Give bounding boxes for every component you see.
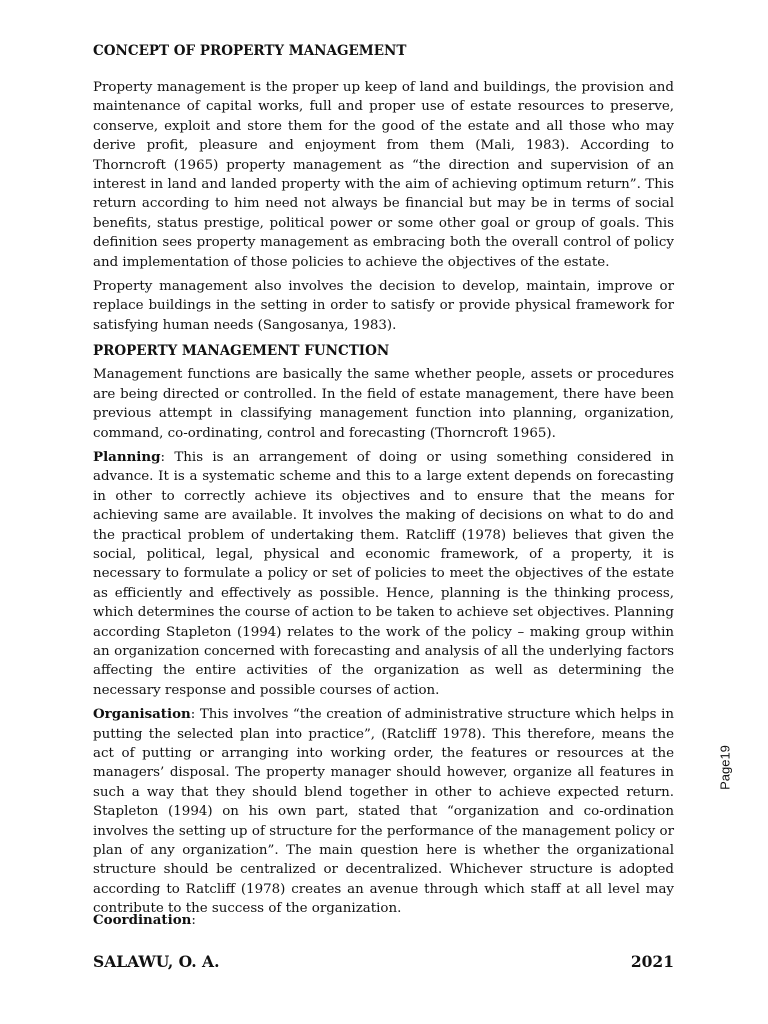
coordination-heading xyxy=(93,910,196,931)
planning-text: : This is an arrangement of doing or using something considered in advance. It is a systematic scheme and this to a large extent depends on forecasting in other to correctly achieve its objectives and to ensure that the means for achieving same are available. It involves the making of decisions on what to do and the practical problem of undertaking them. Ratcliff (1978) believes that given the social, political, legal, physical and economic framework, of a property, it is necessary to formulate a policy or set of policies to meet the objectives of the estate as efficiently and effectively as possible. Hence, planning is the thinking process, which determines the course of action to be taken to achieve set objectives. Planning according Stapleton (1994) relates to the work of the policy – making group within an organization concerned with forecasting and analysis of all the underlying factors affecting the entire activities of the organization as well as determining the necessary response and possible courses of action. xyxy=(93,449,674,698)
organisation-text: : This involves “the creation of administrative structure which helps in putting the selected plan into practice”, (Ratcliff 1978). This therefore, means the act of putting or arranging into working order, the features or resources at the managers’ disposal. The property manager should however, organize all features in such a way that they should blend together in other to achieve expected return. Stapleton (1994) on his own part, stated that “organization and co-ordination involves the setting up of structure for the performance of the management policy or plan of any organization”. The main question here is whether the organizational structure should be centralized or decentralized. Whichever structure is adopted according to Ratcliff (1978) creates an avenue through which staff at all level may contribute to the success of the organization. xyxy=(93,707,674,917)
page-footer xyxy=(93,951,674,973)
intro-paragraph-2: Property management also involves the decision to develop, maintain, improve or replace buildings in the setting in order to satisfy or provide physical framework for satisfying human needs (Sangosanya, 1983). xyxy=(93,279,674,333)
planning-paragraph xyxy=(93,448,674,700)
intro-paragraph-1: Property management is the proper up keep of land and buildings, the provision and maintenance of capital works, full and proper use of estate resources to preserve, conserve, exploit and store them for the good of the estate and all those who may derive profit, pleasure and enjoyment from them (Mali, 1983). According to Thorncroft (1965) property management as “the direction and supervision of an interest in land and landed property with the aim of achieving optimum return”. This return according to him need not always be financial but may be in terms of social benefits, status prestige, political power or some other goal or group of goals. This definition sees property management as embracing both the overall control of policy and implementation of those policies to achieve the objectives of the estate. xyxy=(93,80,674,270)
coordination-term: Coordination xyxy=(93,912,192,928)
document-title: CONCEPT OF PROPERTY MANAGEMENT xyxy=(93,43,407,59)
document-body xyxy=(93,40,674,924)
planning-term: Planning xyxy=(93,448,161,465)
organisation-paragraph xyxy=(93,705,674,918)
coordination-colon: : xyxy=(191,913,196,928)
section-heading: PROPERTY MANAGEMENT FUNCTION xyxy=(93,343,390,360)
footer-author: SALAWU, O. A. xyxy=(93,952,220,971)
footer-year: 2021 xyxy=(630,952,674,971)
functions-paragraph: Management functions are basically the same whether people, assets or procedures are being directed or controlled. In the field of estate management, there have been previous attempt in classifying management function into planning, organization, command, co-ordinating, control and forecasting (Thorncroft 1965). xyxy=(93,367,674,441)
organisation-term: Organisation xyxy=(93,706,191,723)
page-number-label: Page19 xyxy=(717,745,733,790)
